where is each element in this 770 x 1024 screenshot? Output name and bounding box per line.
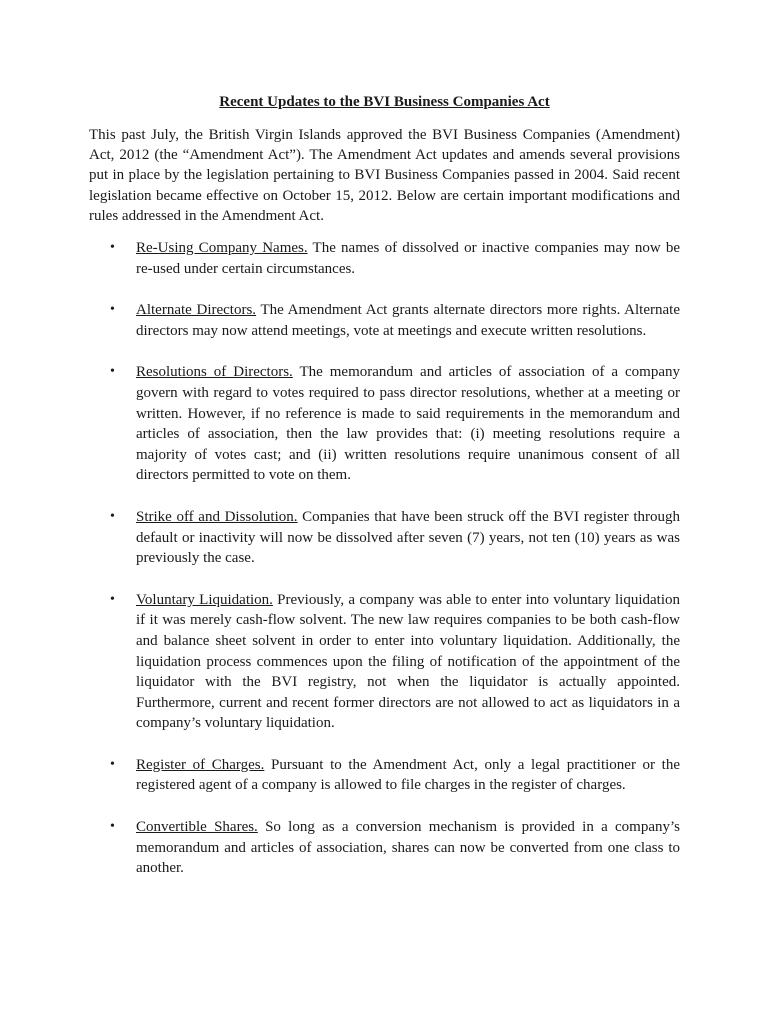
bullet-icon: •	[110, 591, 115, 607]
item-heading: Register of Charges.	[136, 756, 265, 773]
list-item	[89, 590, 680, 734]
list-item	[89, 817, 680, 879]
item-text: So long as a conversion mechanism is provided in a company’s memorandum and articles of association, shares can now be converted from one class to another.	[136, 819, 680, 877]
list-item	[89, 755, 680, 796]
item-text: Previously, a company was able to enter into voluntary liquidation if it was merely cash-flow solvent. The new law requires companies to be both cash-flow and balance sheet solvent in order to enter into voluntary liquidation. Additionally, the liquidation process commences upon the filing of notification of the appointment of the liquidator with the BVI registry, not when the liquidator is actually appointed. Furthermore, current and recent former directors are not allowed to act as liquidators in a company’s voluntary liquidation.	[136, 591, 680, 732]
item-text: The Amendment Act grants alternate directors more rights. Alternate directors may now attend meetings, vote at meetings and execute written resolutions.	[136, 302, 680, 339]
item-heading: Strike off and Dissolution.	[136, 508, 298, 525]
bullet-icon: •	[110, 302, 115, 318]
item-text: The memorandum and articles of association of a company govern with regard to votes required to pass director resolutions, whether at a meeting or written. However, if no reference is made to said requirements in the memorandum and articles of association, then the law provides that: (i) meeting resolutions require a majority of votes cast; and (ii) written resolutions require unanimous consent of all directors permitted to vote on them.	[136, 364, 680, 484]
document-page	[89, 92, 680, 900]
list-item	[89, 507, 680, 569]
amendment-list	[89, 238, 680, 879]
list-item	[89, 238, 680, 279]
bullet-icon: •	[110, 508, 115, 524]
item-text: Companies that have been struck off the BVI register through default or inactivity will now be dissolved after seven (7) years, not ten (10) years as was previously the case.	[136, 508, 680, 567]
item-heading: Re-Using Company Names.	[136, 240, 308, 257]
document-title: Recent Updates to the BVI Business Companies Act	[219, 94, 550, 110]
item-heading: Alternate Directors.	[136, 302, 257, 319]
item-text: Pursuant to the Amendment Act, only a legal practitioner or the registered agent of a company is allowed to file charges in the register of charges.	[136, 756, 680, 794]
intro-paragraph: This past July, the British Virgin Islands approved the BVI Business Companies (Amendment) Act, 2012 (the “Amendment Act”). The Amendment Act updates and amends several provisions put in place by the legislation pertaining to BVI Business Companies passed in 2004. Said recent legislation became effective on October 15, 2012. Below are certain important modifications and rules addressed in the Amendment Act.	[89, 127, 680, 224]
bullet-icon: •	[110, 756, 115, 772]
item-heading: Convertible Shares.	[136, 819, 258, 836]
item-text: The names of dissolved or inactive companies may now be re-used under certain circumstances.	[136, 240, 681, 277]
bullet-icon: •	[110, 364, 115, 380]
list-item	[89, 300, 680, 341]
list-item	[89, 362, 680, 486]
item-heading: Voluntary Liquidation.	[136, 591, 273, 608]
bullet-icon: •	[110, 240, 115, 256]
bullet-icon: •	[110, 819, 115, 835]
item-heading: Resolutions of Directors.	[136, 364, 293, 381]
